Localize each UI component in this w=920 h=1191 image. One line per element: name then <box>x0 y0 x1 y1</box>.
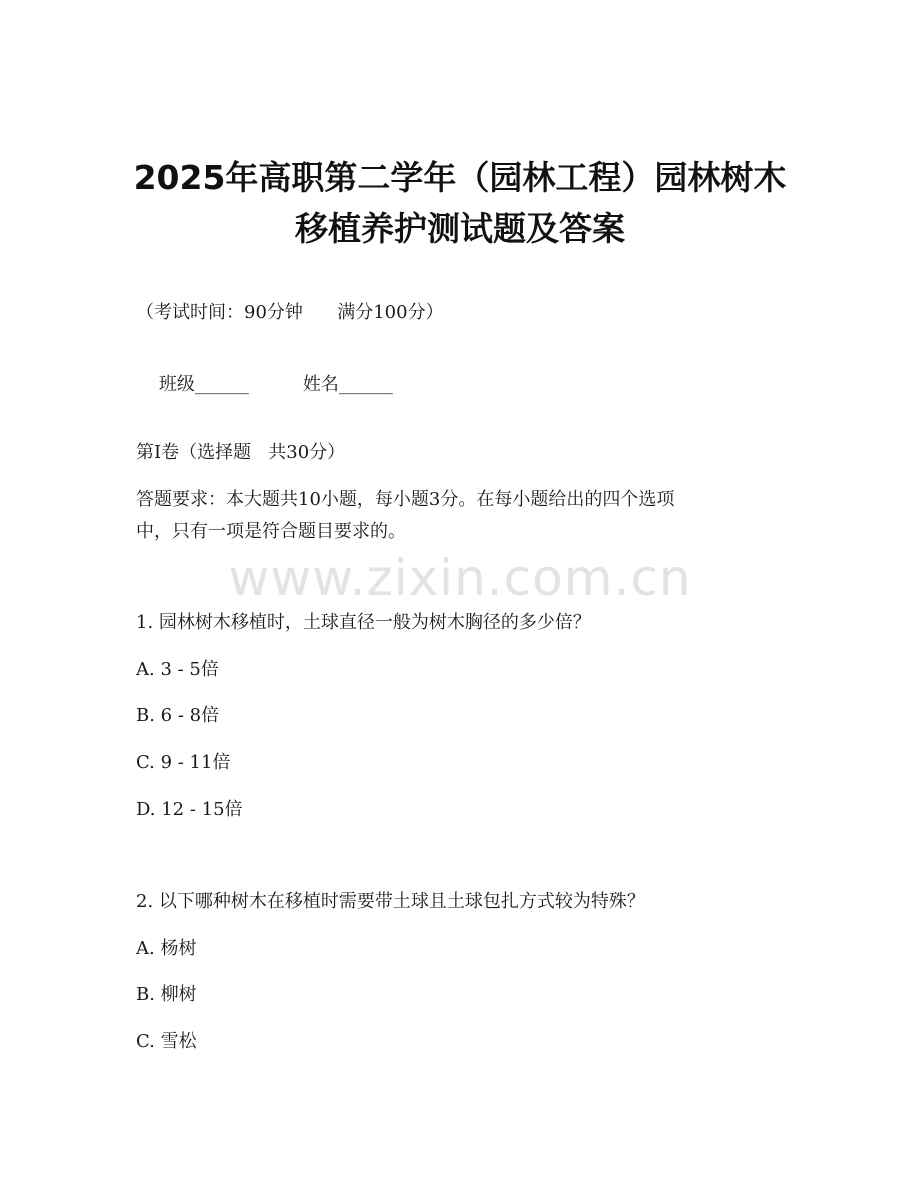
watermark: www.zixin.com.cn <box>228 549 692 607</box>
instructions-line-1: 答题要求：本大题共10小题，每小题3分。在每小题给出的四个选项 <box>136 489 675 510</box>
question-2-stem: 2. 以下哪种树木在移植时需要带土球且土球包扎方式较为特殊？ <box>136 891 645 912</box>
question-2-option-a: A. 杨树 <box>136 938 197 959</box>
name-field-label: 姓名______ <box>302 374 393 395</box>
exam-info: （考试时间：90分钟 满分100分） <box>136 302 444 323</box>
section-title: 第I卷（选择题 共30分） <box>136 442 346 463</box>
question-2-option-c: C. 雪松 <box>136 1031 197 1052</box>
question-1-option-d: D. 12 - 15倍 <box>136 799 243 820</box>
instructions-line-2: 中，只有一项是符合题目要求的。 <box>136 521 406 542</box>
question-2-option-b: B. 柳树 <box>136 984 197 1005</box>
document-title-line-2: 移植养护测试题及答案 <box>295 209 625 248</box>
document-title-line-1: 2025年高职第二学年（园林工程）园林树木 <box>133 158 787 197</box>
question-1-option-a: A. 3 - 5倍 <box>136 659 219 680</box>
student-fields <box>136 349 393 421</box>
question-1-option-b: B. 6 - 8倍 <box>136 705 220 726</box>
question-1-stem: 1. 园林树木移植时，土球直径一般为树木胸径的多少倍？ <box>136 612 591 633</box>
class-field-label: 班级______ <box>158 374 249 395</box>
question-1-option-c: C. 9 - 11倍 <box>136 752 231 773</box>
